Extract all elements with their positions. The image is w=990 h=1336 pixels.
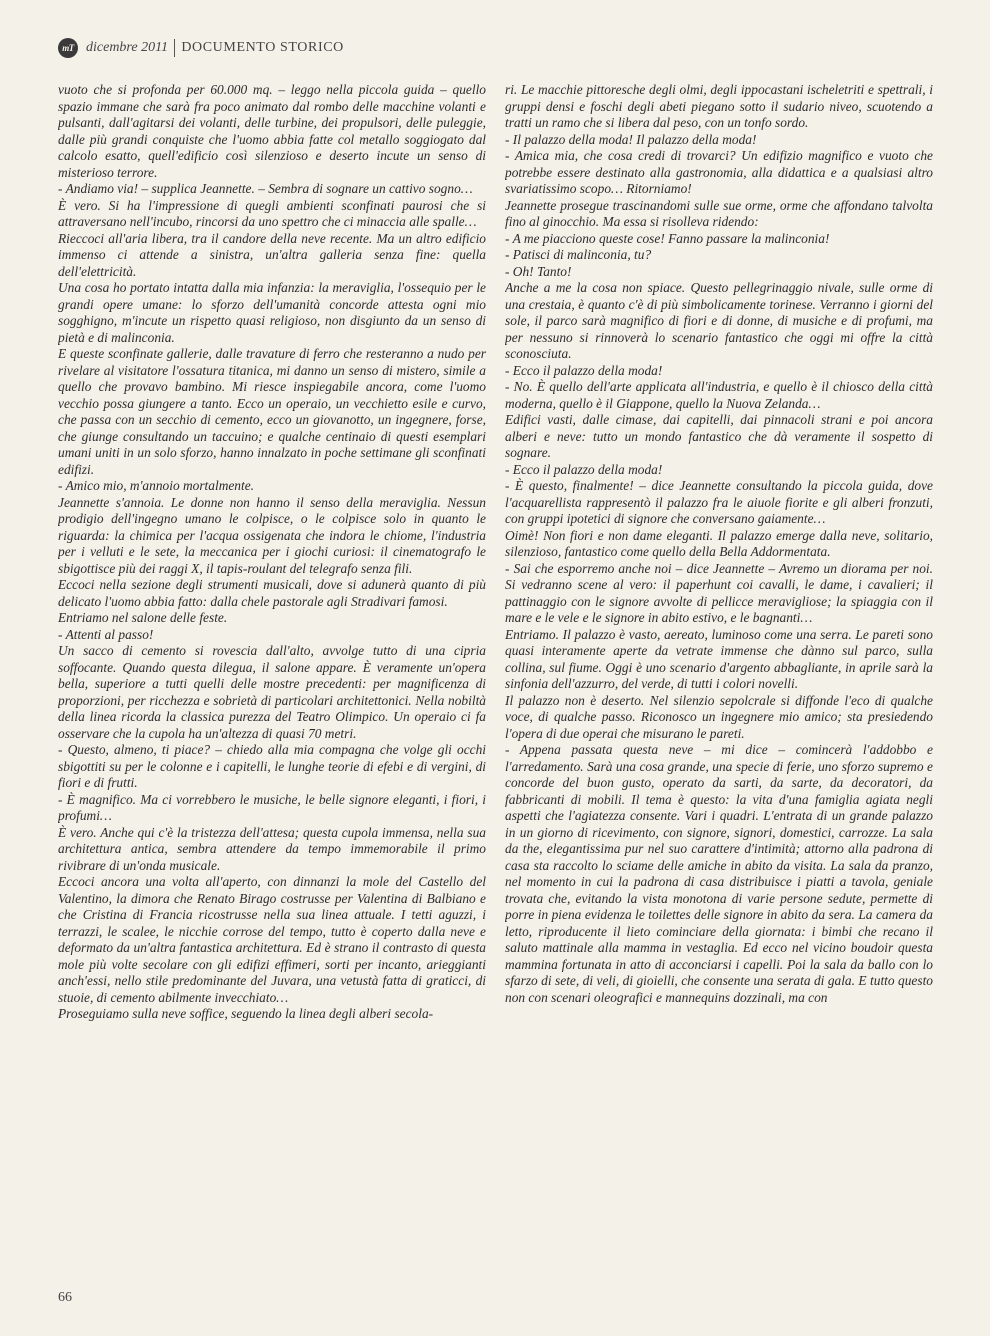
paragraph: Il palazzo non è deserto. Nel silenzio sepolcrale si diffonde l'eco di qualche voce, di qualche passo. Riconosco un ingegnere mio amico; sta presiedendo l'opera di due operai che misurano le pareti.: [505, 692, 933, 741]
paragraph: - Amica mia, che cosa credi di trovarci? Un edifizio magnifico e vuoto che potrebbe essere destinato alla gastronomia, alla didattica e a qualsiasi altro svariatissimo scopo… Ritorniamo!: [505, 148, 933, 196]
page-number: 66: [58, 1290, 72, 1305]
paragraph: - Sai che esporremo anche noi – dice Jeannette – Avremo un diorama per noi. Si vedranno scene al vero: il paperhunt coi cavalli, le dame, i cavalieri; il pattinaggio con le signore avvolte di pellicce meravigliose; la spiaggia con il mare e le vele e le signore in abito estivo, e le bagnanti…: [505, 560, 933, 625]
paragraph: Jeannette prosegue trascinandomi sulle sue orme, orme che affondano talvolta fino al ginocchio. Ma essa si risolleva ridendo:: [505, 197, 933, 229]
paragraph: - È magnifico. Ma ci vorrebbero le musiche, le belle signore eleganti, i fiori, i profumi…: [58, 791, 486, 823]
paragraph: - Ecco il palazzo della moda!: [505, 362, 663, 378]
page-header: [58, 36, 344, 60]
paragraph: Proseguiamo sulla neve soffice, seguendo la linea degli alberi secola-: [58, 1006, 434, 1021]
paragraph: - Patisci di malinconia, tu?: [505, 247, 652, 262]
paragraph: Eccoci ancora una volta all'aperto, con dinnanzi la mole del Castello del Valentino, la dimora che Renato Birago costrusse per Valentina di Balbiano e che Cristina di Francia ricostrusse nella sua linea attuale. I tetti aguzzi, i terrazzi, le scalee, le nicchie corrose del tempo, tutto è coperto dalla neve e deformato da un'altra fantastica architettura. Ed è strano il contrasto di questa mole più volte secolare con gli edifizi effimeri, sorti per incanto, arieggianti anch'essi, nello stile predominante del Juvara, una vetustà fatta di graticci, di stuoie, di cemento abilmente invecchiato…: [58, 874, 486, 1005]
paragraph: - Oh! Tanto!: [505, 263, 572, 279]
magazine-logo-icon: mT: [58, 38, 78, 58]
paragraph: Entriamo nel salone delle feste.: [58, 610, 228, 625]
text-column-left: [58, 82, 486, 1274]
paragraph: Un sacco di cemento si rovescia dall'alto, avvolge tutto di una cipria soffocante. Quando questa dilegua, il salone appare. È veramente un'opera bella, superiore a tutti quelli delle mostre precedenti: per magnificenza di proporzioni, per ricchezza e sobrietà di particolari architettonici. Nella nobiltà della linea ricorda la classica purezza del Teatro Olimpico. Un operaio ci fa osservare che la cupola ha un'altezza di quasi 70 metri.: [58, 643, 486, 741]
paragraph: Entriamo. Il palazzo è vasto, aereato, luminoso come una serra. Le pareti sono quasi interamente aperte da vetrate immense che dànno sul parco, sulla collina, sul fiume. Oggi è uno scenario d'argento abbagliante, in aprile sarà la sinfonia dell'azzurro, del verde, di tutti i colori novelli.: [505, 626, 933, 691]
issue-date: dicembre 2011: [86, 40, 169, 55]
paragraph: È vero. Si ha l'impressione di quegli ambienti sconfinati paurosi che si attraversano nell'incubo, rincorsi da uno spettro che ci minaccia alle spalle…: [58, 197, 486, 229]
paragraph: Oimè! Non fiori e non dame eleganti. Il palazzo emerge dalla neve, solitario, silenzioso, fantastico come quello della Bella Addormentata.: [505, 527, 933, 559]
paragraph: - Attenti al passo!: [58, 626, 154, 642]
paragraph: E queste sconfinate gallerie, dalle travature di ferro che resteranno a nudo per rivelare al visitatore l'ossatura titanica, mi danno un senso di mistero, simile a quello che provavo bambino. Mi riesce inspiegabile ancora, come l'uomo vecchio possa giungere a tanto. Ecco un operaio, un vecchietto esile e curvo, che passa con un secchio di cemento, ecco un giovanotto, un ingegnere, forse, che giunge consultando un taccuino; e qualche centinaio di questi esemplari umani uniti in un solo sforzo, hanno innalzato in poche settimane gli sconfinati edifizi.: [58, 346, 486, 477]
paragraph: - È questo, finalmente! – dice Jeannette consultando la piccola guida, dove l'acquarellista rappresentò il palazzo fra le aiuole fiorite e gli alberi fronzuti, con gruppi ipotetici di signore che conversano gaiamente…: [505, 478, 933, 526]
paragraph: - No. È quello dell'arte applicata all'industria, e quello è il chiosco della città moderna, quello è il Giappone, quello la Nuova Zelanda…: [505, 379, 933, 411]
text-column-right: [505, 82, 933, 1274]
paragraph: Una cosa ho portato intatta dalla mia infanzia: la meraviglia, l'ossequio per le grandi opere umane: lo sforzo dell'umanità concorde attesta ogni mio sogghigno, m'incute un rispetto quasi religioso, non disgiunto da un senso di pietà e di malinconia.: [58, 280, 486, 345]
paragraph: È vero. Anche qui c'è la tristezza dell'attesa; questa cupola immensa, nella sua architettura antica, sembra attendere da tempo immemorabile il primo rivibrare di un'onda musicale.: [58, 824, 486, 873]
paragraph: - Andiamo via! – supplica Jeannette. – Sembra di sognare un cattivo sogno…: [58, 181, 473, 196]
paragraph: - Appena passata questa neve – mi dice – comincerà l'addobbo e l'arredamento. Sarà una cosa grande, una specie di ferie, uno sforzo supremo e concorde del buon gusto, operato da sarti, da sarte, da decoratori, da fabbricanti di mobili. Il tema è questo: la vita d'una famiglia agiata negli aspetti che l'agiatezza consente. Vari i quadri. L'entrata di un grande palazzo in un giorno di ricevimento, con signore, signori, domestici, carrozze. La sala da the, elegantissima pur nel suo carattere d'intimità; attorno alla padrona di casa sta raccolto lo sciame delle amiche in abito da visita. La sala da pranzo, nel momento in cui la padrona di casa distribuisce i piatti a tavola, geniale trovata che, evitando la vista monotona di varie persone sedute, permette di porre in piena evidenza le toilettes delle signore in abito da sera. La camera da letto, riproducente il lieto cominciare della giornata: i bimbi che recano il saluto mattinale alla mamma in vestaglia. Ed ecco nel vicino boudoir questa mammina fortunata in atto di acconciarsi i capelli. Poi la sala da ballo con lo sfarzo di sete, di veli, di gioielli, che consente una serata di gala. E tutto questo non con scenari oleografici e mannequins dozzinali, ma con: [505, 742, 933, 1005]
paragraph: - Amico mio, m'annoio mortalmente.: [58, 478, 255, 493]
paragraph: Anche a me la cosa non spiace. Questo pellegrinaggio nivale, sulle orme di una crestaia, è quanto c'è di più simbolicamente torinese. Verranno i giorni del sole, il parco sarà magnifico di fiori e di donne, di musiche e di profumi, ma per nessuno si rinnoverà lo scenario fantastico che oggi mi offre la città sconosciuta.: [505, 280, 933, 361]
header-divider: [174, 39, 175, 57]
paragraph: Rieccoci all'aria libera, tra il candore della neve recente. Ma un altro edificio immenso ci attende a sinistra, un'altra galleria senza fine: quella dell'elettricità.: [58, 230, 486, 279]
paragraph: - Ecco il palazzo della moda!: [505, 461, 663, 477]
paragraph: - Il palazzo della moda! Il palazzo della moda!: [505, 131, 757, 147]
paragraph: Jeannette s'annoia. Le donne non hanno il senso della meraviglia. Nessun prodigio dell'ingegno umano le colpisce, o le colpisce solo in quanto le riguarda: la chimica per l'acqua ossigenata che indora le chiome, l'industria per i velluti e le sete, la meccanica per i giochi curiosi: il cinematografo le sbigottisce più dei raggi X, il tapis-roulant del telegrafo senza fili.: [58, 494, 486, 576]
section-title: DOCUMENTO STORICO: [181, 40, 344, 55]
paragraph: Eccoci nella sezione degli strumenti musicali, dove si adunerà quanto di più delicato l'uomo abbia fatto: dalla chele pastorale agli Stradivari famosi.: [58, 577, 486, 609]
paragraph: ri. Le macchie pittoresche degli olmi, degli ippocastani ischeletriti e spettrali, i gruppi densi e foschi degli abeti piegano sotto il sudario niveo, scuotendo a tratti un ramo che si libera dal peso, con un tonfo sordo.: [505, 82, 933, 130]
paragraph: - Questo, almeno, ti piace? – chiedo alla mia compagna che volge gli occhi sbigottiti su per le colonne e i capitelli, le lunghe teorie di efebi e di vergini, di fiori e di frutti.: [58, 742, 486, 790]
paragraph: vuoto che si profonda per 60.000 mq. – leggo nella piccola guida – quello spazio immane che sarà fra poco animato dal rombo delle macchine volanti e pulsanti, dall'agitarsi dei volanti, delle turbine, dei propulsori, delle puleggie, dalle più grandi conquiste che l'uomo abbia fatte col metallo soggiogato dal calcolo esatto, quell'edificio così silenzioso e deserto incute un senso di misterioso terrore.: [58, 82, 486, 180]
paragraph: Edifici vasti, dalle cimase, dai capitelli, dai pinnacoli strani e poi ancora alberi e neve: tutto un mondo fantastico che dà veramente il sospetto di sognare.: [505, 412, 933, 460]
paragraph: - A me piacciono queste cose! Fanno passare la malinconia!: [505, 230, 830, 246]
